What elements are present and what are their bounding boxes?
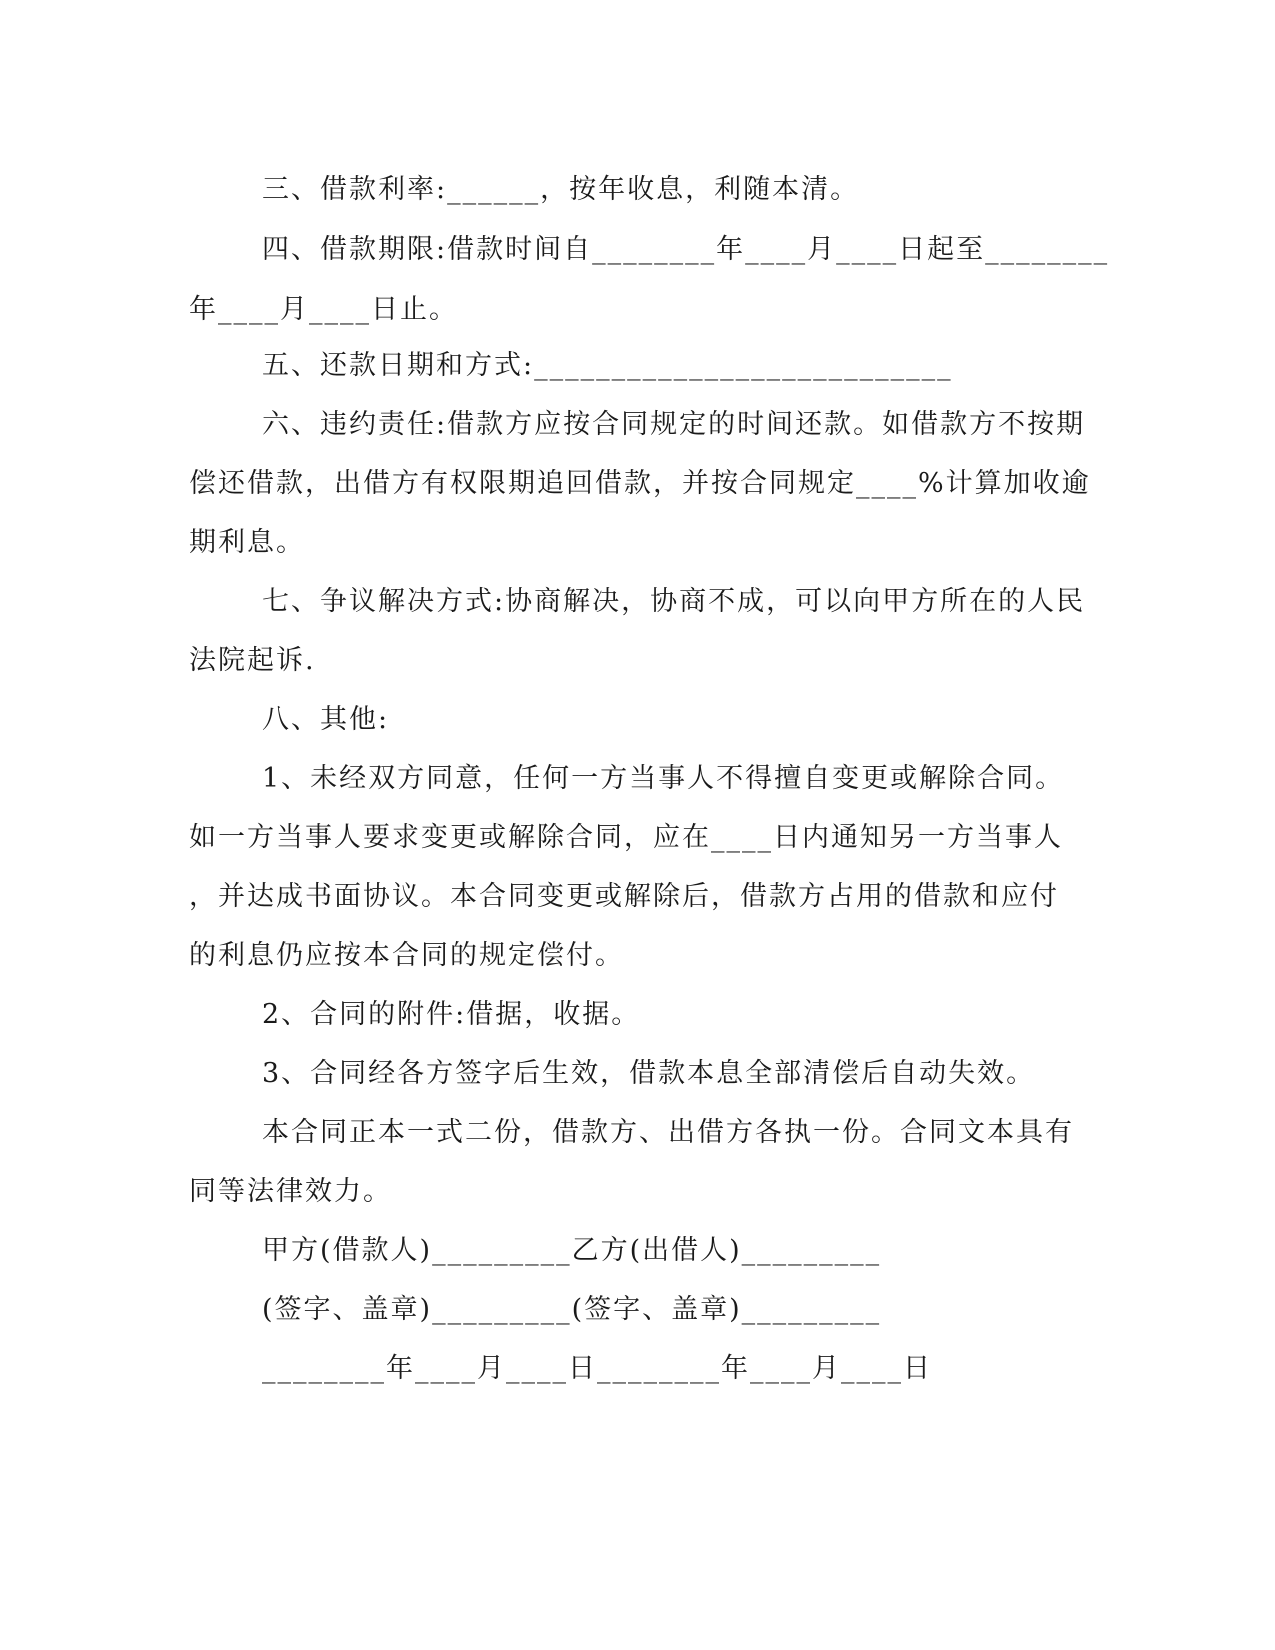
clause-8-item-1-cont: 如一方当事人要求变更或解除合同，应在____日内通知另一方当事人	[189, 822, 1063, 853]
signature-dates: ________年____月____日________年____月____日	[262, 1353, 932, 1384]
clause-7-dispute: 七、争议解决方式:协商解决，协商不成，可以向甲方所在的人民	[262, 586, 1086, 617]
copies-clause: 本合同正本一式二份，借款方、出借方各执一份。合同文本具有	[262, 1117, 1074, 1148]
clause-6-liability: 六、违约责任:借款方应按合同规定的时间还款。如借款方不按期	[262, 409, 1086, 440]
clause-4-loan-term: 四、借款期限:借款时间自________年____月____日起至________	[262, 234, 1110, 265]
clause-8-item-1-end: 的利息仍应按本合同的规定偿付。	[189, 940, 624, 971]
signature-parties: 甲方(借款人)_________乙方(出借人)_________	[262, 1235, 882, 1266]
clause-5-repayment: 五、还款日期和方式:___________________________	[262, 350, 953, 381]
clause-8-other: 八、其他:	[262, 704, 390, 735]
clause-6-liability-end: 期利息。	[189, 527, 305, 558]
clause-3-interest-rate: 三、借款利率:______，按年收息，利随本清。	[262, 174, 860, 205]
copies-clause-end: 同等法律效力。	[189, 1176, 392, 1207]
signature-seals: (签字、盖章)_________(签字、盖章)_________	[262, 1294, 882, 1325]
clause-4-loan-term-end: 年____月____日止。	[189, 294, 458, 325]
clause-7-dispute-end: 法院起诉.	[189, 645, 316, 676]
clause-8-item-1: 1、未经双方同意，任何一方当事人不得擅自变更或解除合同。	[262, 763, 1065, 794]
clause-8-item-3: 3、合同经各方签字后生效，借款本息全部清偿后自动失效。	[262, 1058, 1036, 1089]
clause-8-item-2: 2、合同的附件:借据，收据。	[262, 999, 641, 1030]
clause-8-item-1-cont-2: ，并达成书面协议。本合同变更或解除后，借款方占用的借款和应付	[189, 881, 1059, 912]
clause-6-liability-cont: 偿还借款，出借方有权限期追回借款，并按合同规定____%计算加收逾	[189, 468, 1091, 499]
